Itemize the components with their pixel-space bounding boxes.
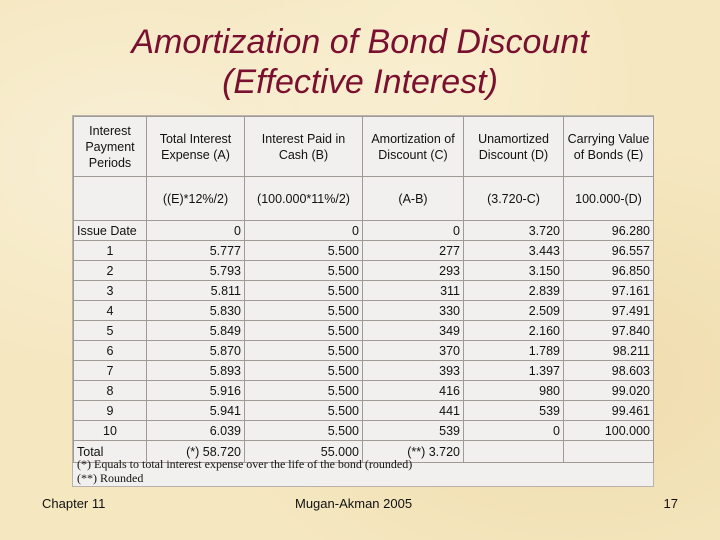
table-row: [74, 301, 654, 321]
value-cell: 277: [363, 241, 464, 261]
period-cell: 4: [74, 301, 147, 321]
value-cell: 2.160: [464, 321, 564, 341]
value-cell: 5.500: [245, 261, 363, 281]
footer-chapter: Chapter 11: [42, 496, 106, 511]
period-cell: 7: [74, 361, 147, 381]
value-cell: 3.443: [464, 241, 564, 261]
period-cell: 9: [74, 401, 147, 421]
value-cell: 5.870: [147, 341, 245, 361]
value-cell: 6.039: [147, 421, 245, 441]
table-row: [74, 421, 654, 441]
note-rounded: (**) Rounded: [77, 471, 144, 485]
value-cell: 5.777: [147, 241, 245, 261]
value-cell: 5.916: [147, 381, 245, 401]
table-row: [74, 261, 654, 281]
value-cell: 1.397: [464, 361, 564, 381]
footer-page-number: 17: [663, 496, 678, 511]
value-cell: 5.849: [147, 321, 245, 341]
value-cell: 393: [363, 361, 464, 381]
value-cell: 5.500: [245, 321, 363, 341]
table-notes: [77, 457, 647, 485]
period-cell: 5: [74, 321, 147, 341]
table-row: [74, 321, 654, 341]
header-cell-interest-paid: Interest Paid in Cash (B): [245, 117, 363, 177]
period-cell: 3: [74, 281, 147, 301]
value-cell: 416: [363, 381, 464, 401]
header-cell-interest-expense: Total Interest Expense (A): [147, 117, 245, 177]
value-cell: 539: [464, 401, 564, 421]
value-cell: 349: [363, 321, 464, 341]
value-cell: 5.500: [245, 361, 363, 381]
amortization-grid: [73, 116, 654, 463]
table-row: [74, 361, 654, 381]
formula-cell: 100.000-(D): [564, 177, 654, 221]
header-cell-carrying-value: Carrying Value of Bonds (E): [564, 117, 654, 177]
value-cell: 5.893: [147, 361, 245, 381]
value-cell: 100.000: [564, 421, 654, 441]
total-value-cell: (**) 3.720: [363, 441, 464, 463]
slide-title-line-2: (Effective Interest): [222, 63, 498, 101]
slide-title-line-1: Amortization of Bond Discount: [131, 23, 589, 61]
value-cell: 99.461: [564, 401, 654, 421]
period-cell: 2: [74, 261, 147, 281]
value-cell: 293: [363, 261, 464, 281]
footer-author: Mugan-Akman 2005: [295, 496, 413, 511]
value-cell: 5.500: [245, 421, 363, 441]
period-cell: 6: [74, 341, 147, 361]
formula-row: [74, 177, 654, 221]
value-cell: 96.850: [564, 261, 654, 281]
value-cell: 0: [363, 221, 464, 241]
value-cell: 1.789: [464, 341, 564, 361]
value-cell: 97.840: [564, 321, 654, 341]
table-row: [74, 281, 654, 301]
table-row: [74, 401, 654, 421]
header-cell-unamortized: Unamortized Discount (D): [464, 117, 564, 177]
header-row: [74, 117, 654, 177]
value-cell: 98.211: [564, 341, 654, 361]
period-cell: 10: [74, 421, 147, 441]
value-cell: 539: [363, 421, 464, 441]
value-cell: 0: [245, 221, 363, 241]
formula-cell: (100.000*11%/2): [245, 177, 363, 221]
value-cell: 5.500: [245, 281, 363, 301]
value-cell: 980: [464, 381, 564, 401]
value-cell: 370: [363, 341, 464, 361]
table-row: [74, 221, 654, 241]
value-cell: 0: [464, 421, 564, 441]
value-cell: 5.500: [245, 301, 363, 321]
value-cell: 5.500: [245, 381, 363, 401]
value-cell: 98.603: [564, 361, 654, 381]
period-cell: 1: [74, 241, 147, 261]
total-value-cell: 55.000: [245, 441, 363, 463]
formula-cell: (A-B): [363, 177, 464, 221]
value-cell: 5.500: [245, 241, 363, 261]
formula-cell: [74, 177, 147, 221]
value-cell: 5.830: [147, 301, 245, 321]
value-cell: 330: [363, 301, 464, 321]
value-cell: 96.557: [564, 241, 654, 261]
value-cell: 99.020: [564, 381, 654, 401]
table-row: [74, 241, 654, 261]
formula-cell: (3.720-C): [464, 177, 564, 221]
total-label: Total: [74, 441, 147, 463]
value-cell: 5.500: [245, 401, 363, 421]
table-row: [74, 381, 654, 401]
value-cell: 5.941: [147, 401, 245, 421]
value-cell: 96.280: [564, 221, 654, 241]
value-cell: 2.839: [464, 281, 564, 301]
header-cell-amortization: Amortization of Discount (C): [363, 117, 464, 177]
total-value-cell: (*) 58.720: [147, 441, 245, 463]
value-cell: 3.720: [464, 221, 564, 241]
period-cell: 8: [74, 381, 147, 401]
value-cell: 3.150: [464, 261, 564, 281]
table-body: [74, 117, 654, 463]
slide-title: [0, 22, 720, 102]
value-cell: 97.161: [564, 281, 654, 301]
value-cell: 5.793: [147, 261, 245, 281]
value-cell: 0: [147, 221, 245, 241]
value-cell: 441: [363, 401, 464, 421]
header-cell-periods: Interest Payment Periods: [74, 117, 147, 177]
note-total-interest: (*) Equals to total interest expense over the life of the bond (rounded): [77, 457, 413, 471]
amortization-table: [72, 115, 654, 487]
value-cell: 5.500: [245, 341, 363, 361]
table-row: [74, 341, 654, 361]
value-cell: 97.491: [564, 301, 654, 321]
period-cell: Issue Date: [74, 221, 147, 241]
formula-cell: ((E)*12%/2): [147, 177, 245, 221]
value-cell: 311: [363, 281, 464, 301]
value-cell: 5.811: [147, 281, 245, 301]
value-cell: 2.509: [464, 301, 564, 321]
